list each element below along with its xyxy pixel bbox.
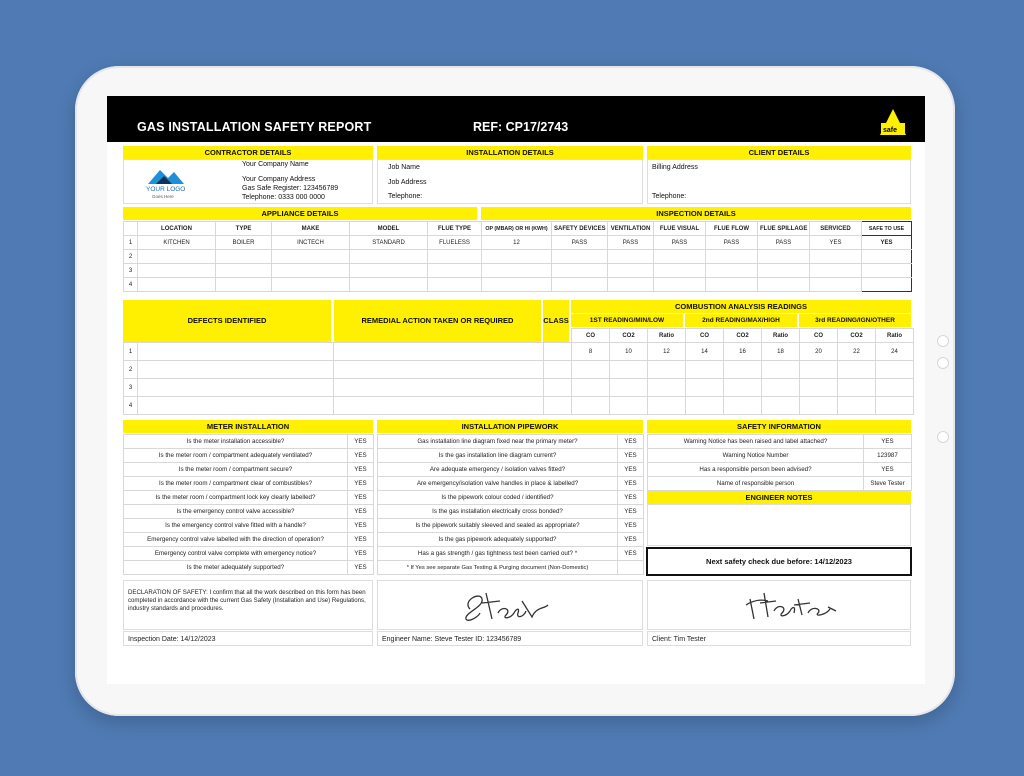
table-cell [648, 397, 686, 415]
answer: YES [348, 519, 374, 533]
table-cell [758, 250, 810, 264]
checklist-row [124, 449, 374, 463]
safety-report-document [107, 96, 925, 684]
table-cell [138, 343, 334, 361]
table-cell [552, 278, 608, 292]
col-co2: CO2 [610, 329, 648, 343]
checklist-row [378, 435, 644, 449]
col-co: CO [800, 329, 838, 343]
table-cell: 18 [762, 343, 800, 361]
table-cell [272, 264, 350, 278]
answer: YES [348, 463, 374, 477]
checklist-row [378, 463, 644, 477]
report-header [107, 96, 925, 142]
report-title: GAS INSTALLATION SAFETY REPORT [137, 120, 372, 134]
tablet-side-button [938, 358, 948, 368]
col-safety-devices: SAFETY DEVICES [552, 222, 608, 236]
question: Warning Notice Number [648, 449, 864, 463]
question: Is the meter room / compartment lock key clearly labelled? [124, 491, 348, 505]
table-row [124, 236, 912, 250]
question: Is the meter room / compartment clear of combustibles? [124, 477, 348, 491]
job-name: Job Name [388, 164, 420, 171]
table-cell [810, 278, 862, 292]
table-cell [138, 397, 334, 415]
client-signature-box [647, 580, 911, 630]
table-cell [762, 397, 800, 415]
table-cell [138, 264, 216, 278]
table-cell [428, 250, 482, 264]
tablet-side-button [938, 432, 948, 442]
table-cell [350, 250, 428, 264]
table-cell [482, 278, 552, 292]
contractor-block [123, 159, 373, 204]
question: Is the gas installation electrically cross bonded? [378, 505, 618, 519]
safety-info-table [647, 434, 912, 491]
col-safe-to-use: SAFE TO USE [862, 222, 912, 236]
question: Is the gas installation line diagram current? [378, 449, 618, 463]
table-cell [428, 264, 482, 278]
table-cell: 12 [482, 236, 552, 250]
checklist-row [648, 435, 912, 449]
table-cell [334, 343, 544, 361]
client-signature-icon [738, 583, 848, 627]
class-heading: CLASS [543, 300, 569, 342]
table-cell [138, 361, 334, 379]
question: Name of responsible person [648, 477, 864, 491]
company-telephone: Telephone: 0333 000 0000 [242, 194, 325, 201]
answer: YES [618, 463, 644, 477]
safety-heading: SAFETY INFORMATION [647, 420, 911, 433]
gas-safe-register: Gas Safe Register: 123456789 [242, 185, 339, 192]
col-flue-spillage: FLUE SPILLAGE [758, 222, 810, 236]
table-cell [724, 397, 762, 415]
col-type: TYPE [216, 222, 272, 236]
question: Warning Notice has been raised and label attached? [648, 435, 864, 449]
table-cell: STANDARD [350, 236, 428, 250]
table-cell [572, 397, 610, 415]
checklist-row [378, 477, 644, 491]
table-cell [334, 379, 544, 397]
client-telephone: Telephone: [652, 193, 687, 200]
answer: YES [618, 533, 644, 547]
col-co: CO [686, 329, 724, 343]
table-cell [350, 278, 428, 292]
answer: YES [348, 449, 374, 463]
table-row [124, 343, 914, 361]
table-cell: PASS [608, 236, 654, 250]
checklist-row [378, 449, 644, 463]
client-block [647, 159, 911, 204]
table-cell [138, 250, 216, 264]
table-cell [810, 264, 862, 278]
table-cell [724, 379, 762, 397]
defects-heading: DEFECTS IDENTIFIED [123, 300, 331, 342]
table-cell: 12 [648, 343, 686, 361]
pipework-heading: INSTALLATION PIPEWORK [377, 420, 643, 433]
table-cell: 16 [724, 343, 762, 361]
table-cell [810, 250, 862, 264]
table-cell [334, 361, 544, 379]
table-row [124, 397, 914, 415]
question: Is the meter installation accessible? [124, 435, 348, 449]
row-number-header [124, 222, 138, 236]
answer [618, 561, 644, 575]
client-heading: CLIENT DETAILS [647, 146, 911, 159]
answer: YES [348, 547, 374, 561]
table-cell [608, 250, 654, 264]
reading-group-3: 3rd READING/IGN/OTHER [799, 314, 911, 327]
checklist-row [378, 519, 644, 533]
answer: YES [348, 561, 374, 575]
answer: Steve Tester [864, 477, 912, 491]
question: Is the meter room / compartment secure? [124, 463, 348, 477]
table-cell: YES [862, 236, 912, 250]
checklist-row [648, 477, 912, 491]
checklist-row [378, 533, 644, 547]
checklist-row [124, 463, 374, 477]
table-cell [800, 397, 838, 415]
table-cell [706, 250, 758, 264]
engineer-signature-icon [452, 583, 562, 627]
logo-subtext: Goes Here [152, 194, 174, 199]
col-model: MODEL [350, 222, 428, 236]
col-location: LOCATION [138, 222, 216, 236]
table-cell [724, 361, 762, 379]
table-cell [272, 278, 350, 292]
defects-table [123, 328, 914, 415]
table-cell: PASS [706, 236, 758, 250]
company-address: Your Company Address [242, 176, 316, 183]
engineer-notes-heading: ENGINEER NOTES [647, 491, 911, 504]
table-cell [482, 264, 552, 278]
table-cell [608, 278, 654, 292]
checklist-row [378, 505, 644, 519]
question: Emergency control valve complete with emergency notice? [124, 547, 348, 561]
table-cell [686, 361, 724, 379]
answer: YES [618, 547, 644, 561]
col-flue-visual: FLUE VISUAL [654, 222, 706, 236]
row-number: 3 [124, 379, 138, 397]
answer: 123987 [864, 449, 912, 463]
logo-text: YOUR LOGO [146, 186, 186, 193]
table-row [124, 250, 912, 264]
answer: YES [618, 435, 644, 449]
inspection-date: Inspection Date: 14/12/2023 [123, 631, 373, 646]
answer: YES [348, 491, 374, 505]
table-cell [272, 250, 350, 264]
appliance-table [123, 221, 912, 292]
table-cell [544, 343, 572, 361]
col-serviced: SERVICED [810, 222, 862, 236]
col-co2: CO2 [724, 329, 762, 343]
question: Is the pipework suitably sleeved and sealed as appropriate? [378, 519, 618, 533]
table-cell: PASS [758, 236, 810, 250]
table-cell [216, 250, 272, 264]
question: Is the pipework colour coded / identified? [378, 491, 618, 505]
table-cell [876, 397, 914, 415]
col-co: CO [572, 329, 610, 343]
table-cell [544, 379, 572, 397]
svg-text:safe: safe [883, 127, 898, 134]
question: Has a responsible person been advised? [648, 463, 864, 477]
table-cell: 20 [800, 343, 838, 361]
table-cell [800, 361, 838, 379]
checklist-row [124, 547, 374, 561]
table-cell: 24 [876, 343, 914, 361]
installation-telephone: Telephone: [388, 193, 423, 200]
meter-heading: METER INSTALLATION [123, 420, 373, 433]
question: Is the emergency control valve fitted with a handle? [124, 519, 348, 533]
table-cell: YES [810, 236, 862, 250]
col-flue-flow: FLUE FLOW [706, 222, 758, 236]
table-cell: KITCHEN [138, 236, 216, 250]
col-ventilation: VENTILATION [608, 222, 654, 236]
table-cell [572, 379, 610, 397]
table-row [124, 264, 912, 278]
table-cell [572, 361, 610, 379]
col-make: MAKE [272, 222, 350, 236]
checklist-row [124, 533, 374, 547]
table-cell: 22 [838, 343, 876, 361]
table-cell [706, 278, 758, 292]
table-row [124, 278, 912, 292]
table-cell [758, 264, 810, 278]
table-cell [610, 397, 648, 415]
table-cell [350, 264, 428, 278]
answer: YES [348, 505, 374, 519]
row-number: 2 [124, 361, 138, 379]
pipework-checklist [377, 434, 644, 575]
col-ratio: Ratio [648, 329, 686, 343]
answer: YES [864, 463, 912, 477]
table-cell [686, 379, 724, 397]
question: Emergency control valve labelled with the direction of operation? [124, 533, 348, 547]
engineer-name: Engineer Name: Steve Tester ID: 123456789 [377, 631, 643, 646]
report-ref: REF: CP17/2743 [473, 120, 569, 134]
table-cell: FLUELESS [428, 236, 482, 250]
table-cell [762, 379, 800, 397]
gas-safe-logo-icon [873, 108, 907, 136]
checklist-row [378, 561, 644, 575]
table-cell [838, 379, 876, 397]
question: * If Yes see separate Gas Testing & Purging document (Non-Domestic) [378, 561, 618, 575]
row-number: 1 [124, 236, 138, 250]
checklist-row [124, 435, 374, 449]
job-address: Job Address [388, 179, 427, 186]
table-cell [648, 379, 686, 397]
table-cell: PASS [654, 236, 706, 250]
table-cell [838, 397, 876, 415]
installation-block [377, 159, 643, 204]
checklist-row [648, 449, 912, 463]
question: Gas installation line diagram fixed near the primary meter? [378, 435, 618, 449]
table-cell [552, 250, 608, 264]
table-cell: PASS [552, 236, 608, 250]
checklist-row [378, 547, 644, 561]
question: Is the meter adequately supported? [124, 561, 348, 575]
table-cell [216, 264, 272, 278]
checklist-row [124, 519, 374, 533]
table-cell [482, 250, 552, 264]
table-cell [334, 397, 544, 415]
table-cell [428, 278, 482, 292]
contractor-heading: CONTRACTOR DETAILS [123, 146, 373, 159]
col-co2: CO2 [838, 329, 876, 343]
question: Has a gas strength / gas tightness test been carried out? * [378, 547, 618, 561]
reading-group-2: 2nd READING/MAX/HIGH [685, 314, 797, 327]
company-name: Your Company Name [242, 161, 309, 168]
table-cell [862, 264, 912, 278]
checklist-row [124, 505, 374, 519]
row-number: 4 [124, 397, 138, 415]
col-ratio: Ratio [876, 329, 914, 343]
engineer-notes-area [647, 504, 911, 546]
company-logo-icon [146, 166, 186, 186]
row-number: 1 [124, 343, 138, 361]
checklist-row [124, 561, 374, 575]
table-cell [544, 361, 572, 379]
table-cell: 8 [572, 343, 610, 361]
table-row [124, 379, 914, 397]
inspection-heading: INSPECTION DETAILS [481, 207, 911, 220]
table-cell: BOILER [216, 236, 272, 250]
row-number: 4 [124, 278, 138, 292]
table-cell [838, 361, 876, 379]
table-cell [654, 264, 706, 278]
checklist-row [124, 477, 374, 491]
meter-checklist [123, 434, 374, 575]
answer: YES [618, 477, 644, 491]
question: Are adequate emergency / isolation valves fitted? [378, 463, 618, 477]
declaration-text: DECLARATION OF SAFETY: I confirm that all the work described on this form has been completed in accordance with the current Gas Safety (Installation and Use) Regulations, industry standards and procedures. [128, 589, 366, 612]
col-ratio: Ratio [762, 329, 800, 343]
col-op: OP (MBAR) OR HI (KWH) [482, 222, 552, 236]
appliance-heading: APPLIANCE DETAILS [123, 207, 477, 220]
table-cell [610, 379, 648, 397]
table-cell [762, 361, 800, 379]
table-cell [648, 361, 686, 379]
tablet-side-button [938, 336, 948, 346]
table-cell [138, 278, 216, 292]
table-cell [654, 278, 706, 292]
table-cell [758, 278, 810, 292]
row-number: 2 [124, 250, 138, 264]
billing-address: Billing Address [652, 164, 698, 171]
table-cell [862, 250, 912, 264]
table-cell: 10 [610, 343, 648, 361]
table-cell [552, 264, 608, 278]
table-cell: INCTECH [272, 236, 350, 250]
answer: YES [618, 449, 644, 463]
table-cell [216, 278, 272, 292]
answer: YES [618, 505, 644, 519]
col-flue-type: FLUE TYPE [428, 222, 482, 236]
reading-group-1: 1ST READING/MIN/LOW [571, 314, 683, 327]
answer: YES [618, 519, 644, 533]
table-cell [686, 397, 724, 415]
answer: YES [348, 435, 374, 449]
question: Is the meter room / compartment adequately ventilated? [124, 449, 348, 463]
checklist-row [378, 491, 644, 505]
question: Are emergency/isolation valve handles in place & labelled? [378, 477, 618, 491]
table-cell [862, 278, 912, 292]
table-cell [706, 264, 758, 278]
client-name: Client: Tim Tester [647, 631, 911, 646]
answer: YES [864, 435, 912, 449]
engineer-signature-box [377, 580, 643, 630]
table-cell [608, 264, 654, 278]
question: Is the emergency control valve accessible? [124, 505, 348, 519]
table-cell [544, 397, 572, 415]
table-cell [876, 361, 914, 379]
answer: YES [618, 491, 644, 505]
combustion-heading: COMBUSTION ANALYSIS READINGS [571, 300, 911, 313]
answer: YES [348, 477, 374, 491]
table-cell [654, 250, 706, 264]
checklist-row [648, 463, 912, 477]
table-cell [138, 379, 334, 397]
answer: YES [348, 533, 374, 547]
next-check-box: Next safety check due before: 14/12/2023 [646, 547, 912, 576]
table-cell [800, 379, 838, 397]
table-row [124, 361, 914, 379]
question: Is the gas pipework adequately supported? [378, 533, 618, 547]
table-cell: 14 [686, 343, 724, 361]
installation-heading: INSTALLATION DETAILS [377, 146, 643, 159]
checklist-row [124, 491, 374, 505]
row-number: 3 [124, 264, 138, 278]
remedial-heading: REMEDIAL ACTION TAKEN OR REQUIRED [334, 300, 541, 342]
table-cell [876, 379, 914, 397]
table-cell [610, 361, 648, 379]
declaration-box [123, 580, 373, 630]
